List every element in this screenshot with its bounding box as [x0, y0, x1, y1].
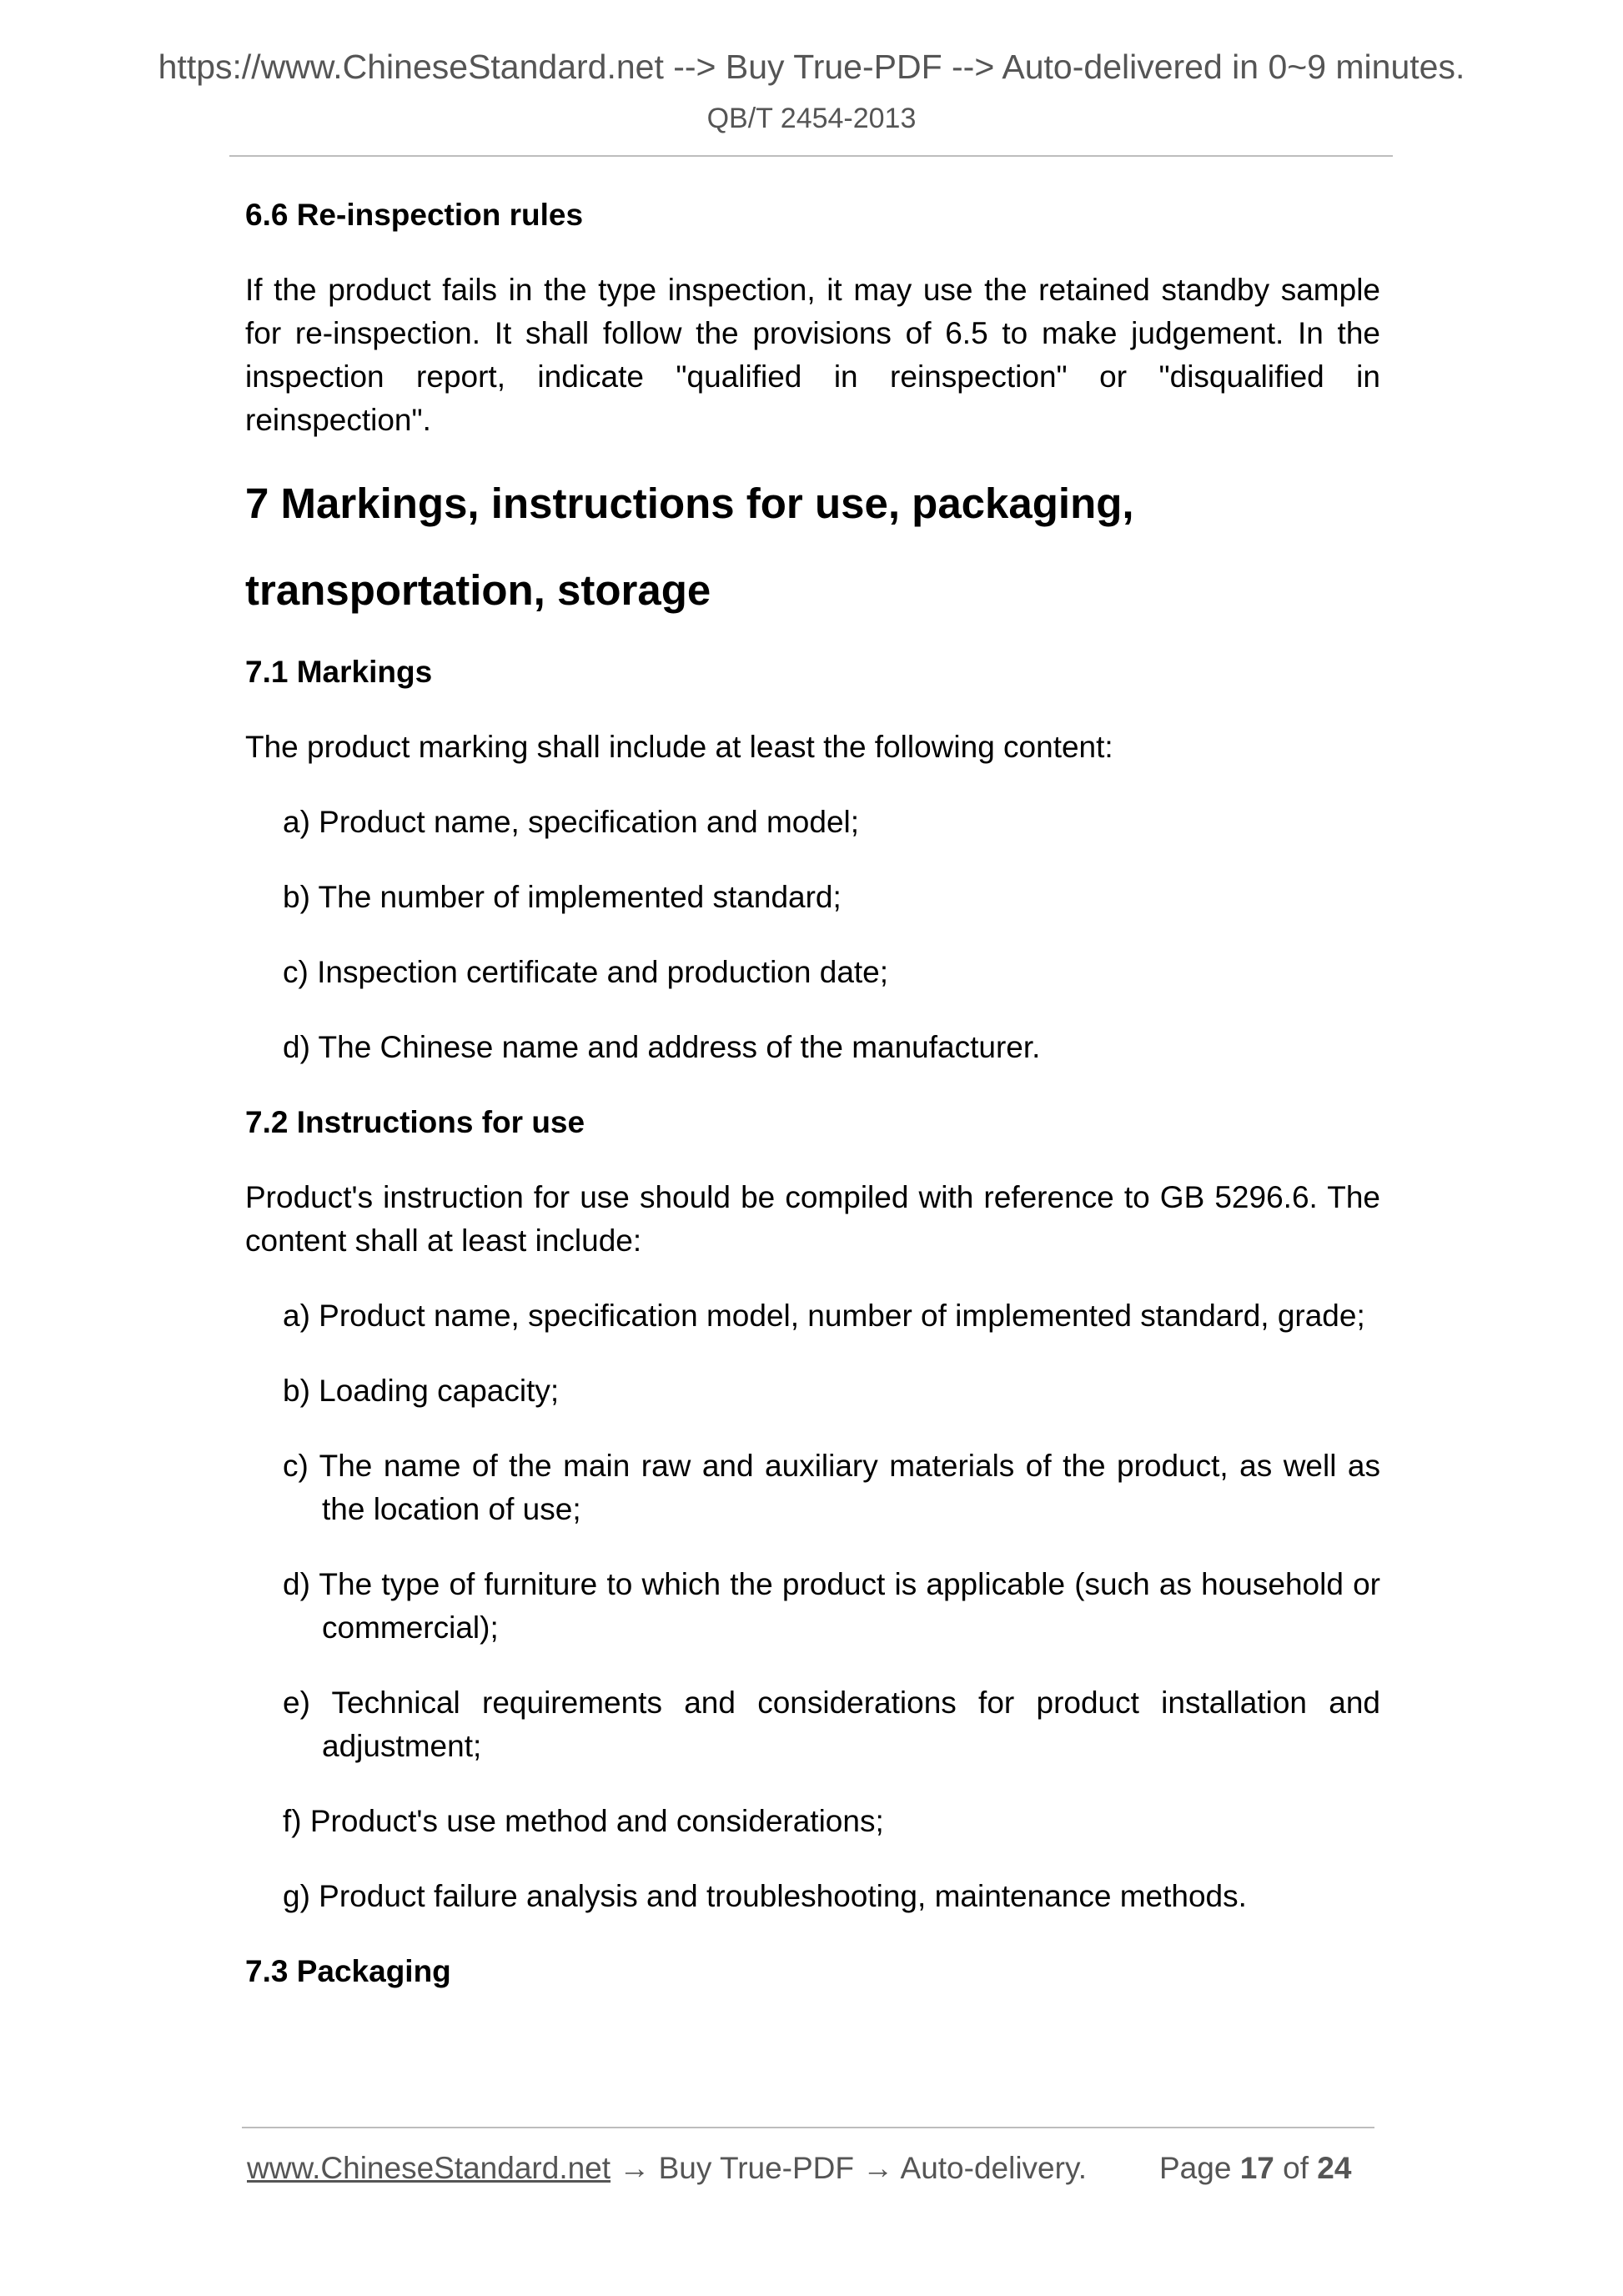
list-item: a) Product name, specification and model;	[283, 805, 860, 839]
list-item: d) The Chinese name and address of the manufacturer.	[283, 1030, 1041, 1064]
list-item: e) Technical requirements and considerations for product installation and adjustment;	[283, 1686, 1380, 1763]
page-total: 24	[1317, 2151, 1352, 2185]
of-word: of	[1283, 2151, 1309, 2185]
footer-tagline: → Buy True-PDF → Auto-delivery.	[611, 2151, 1087, 2185]
page-current: 17	[1239, 2151, 1274, 2185]
heading-7-1: 7.1 Markings	[245, 655, 433, 689]
list-item: b) The number of implemented standard;	[283, 880, 842, 914]
page-content	[245, 183, 1380, 1993]
heading-7-3: 7.3 Packaging	[245, 1954, 451, 1988]
markings-list	[245, 801, 1380, 1069]
header-divider	[229, 155, 1393, 157]
list-item: d) The type of furniture to which the product is applicable (such as household or commercial);	[283, 1567, 1380, 1645]
list-item: f) Product's use method and considerations;	[283, 1804, 884, 1838]
heading-6-6: 6.6 Re-inspection rules	[245, 198, 584, 232]
page-word: Page	[1159, 2151, 1232, 2185]
list-item: g) Product failure analysis and troubleshooting, maintenance methods.	[283, 1879, 1247, 1913]
header-banner: https://www.ChineseStandard.net --> Buy True-PDF --> Auto-delivered in 0~9 minutes.	[158, 48, 1465, 86]
footer-divider	[242, 2127, 1374, 2128]
list-item: c) The name of the main raw and auxiliary materials of the product, as well as the location of use;	[283, 1449, 1380, 1526]
paragraph-7-1-intro: The product marking shall include at least the following content:	[245, 730, 1113, 764]
heading-7-line2: transportation, storage	[245, 566, 711, 614]
page-indicator	[1159, 2148, 1351, 2189]
heading-7-2: 7.2 Instructions for use	[245, 1105, 585, 1139]
instructions-list	[245, 1294, 1380, 1918]
paragraph-7-2-intro: Product's instruction for use should be compiled with reference to GB 5296.6. The content shall at least include:	[245, 1180, 1380, 1258]
list-item: b) Loading capacity;	[283, 1374, 560, 1408]
footer-site-link[interactable]: www.ChineseStandard.net	[247, 2151, 611, 2185]
heading-7-line1: 7 Markings, instructions for use, packaging,	[245, 480, 1134, 527]
footer-links	[247, 2148, 1087, 2189]
paragraph-6-6: If the product fails in the type inspection, it may use the retained standby sample for re-inspection. It shall follow the provisions of 6.5 to make judgement. In the inspection report, indicate "qualified in reinspection" or "disqualified in reinspection".	[245, 273, 1380, 437]
list-item: a) Product name, specification model, number of implemented standard, grade;	[283, 1299, 1365, 1333]
list-item: c) Inspection certificate and production date;	[283, 955, 889, 989]
document-number: QB/T 2454-2013	[706, 103, 917, 134]
